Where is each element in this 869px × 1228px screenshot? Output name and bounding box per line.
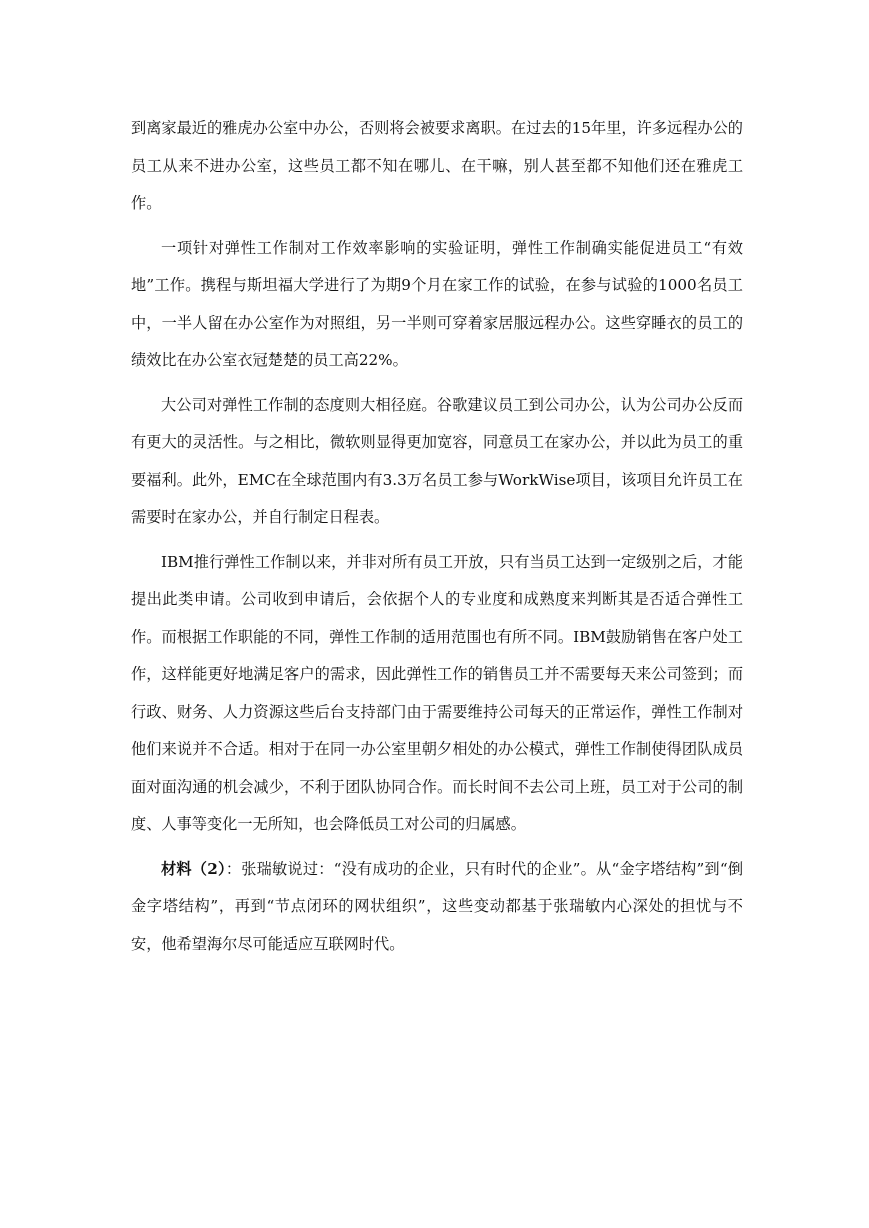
paragraph-big-companies: 大公司对弹性工作制的态度则大相径庭。谷歌建议员工到公司办公，认为公司办公反而有更大的灵活性。与之相比，微软则显得更加宽容，同意员工在家办公，并以此为员工的重要福利。此外，EMC在全球范围内有3.3万名员工参与WorkWise项目，该项目允许员工在需要时在家办公，并自行制定日程表。 (131, 395, 743, 526)
paragraph-material-2 (131, 851, 743, 964)
paragraph-flex-experiment: 一项针对弹性工作制对工作效率影响的实验证明，弹性工作制确实能促进员工“有效地”工作。携程与斯坦福大学进行了为期9个月在家工作的试验，在参与试验的1000名员工中，一半人留在办公室作为对照组，另一半则可穿着家居服远程办公。这些穿睡衣的员工的绩效比在办公室衣冠楚楚的员工高22%。 (131, 238, 743, 369)
document-body (131, 110, 743, 970)
paragraph-yahoo-remote: 到离家最近的雅虎办公室中办公，否则将会被要求离职。在过去的15年里，许多远程办公的员工从来不进办公室，这些员工都不知在哪儿、在干嘛，别人甚至都不知他们还在雅虎工作。 (131, 119, 743, 212)
paragraph-ibm: IBM推行弹性工作制以来，并非对所有员工开放，只有当员工达到一定级别之后，才能提出此类申请。公司收到申请后，会依据个人的专业度和成熟度来判断其是否适合弹性工作。而根据工作职能的不同，弹性工作制的适用范围也有所不同。IBM鼓励销售在客户处工作，这样能更好地满足客户的需求，因此弹性工作的销售员工并不需要每天来公司签到；而行政、财务、人力资源这些后台支持部门由于需要维持公司每天的正常运作，弹性工作制对他们来说并不合适。相对于在同一办公室里朝夕相处的办公模式，弹性工作制使得团队成员面对面沟通的机会减少，不利于团队协同合作。而长时间不去公司上班，员工对于公司的制度、人事等变化一无所知，也会降低员工对公司的归属感。 (131, 552, 743, 833)
material-2-label: 材料（2） (161, 859, 226, 878)
material-2-text: ：张瑞敏说过：“没有成功的企业，只有时代的企业”。从“金字塔结构”到“倒金字塔结构”，再到“节点闭环的网状组织”，这些变动都基于张瑞敏内心深处的担忧与不安，他希望海尔尽可能适应互联网时代。 (131, 859, 744, 953)
